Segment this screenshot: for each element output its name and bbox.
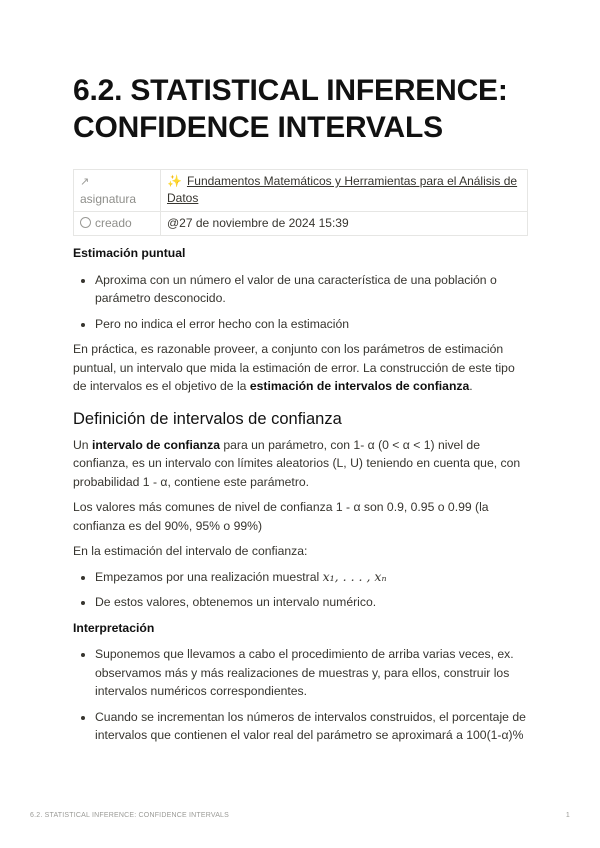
clock-icon bbox=[80, 217, 91, 228]
bold-text: estimación de intervalos de confianza bbox=[249, 379, 470, 393]
property-label-asignatura: asignatura bbox=[80, 192, 137, 206]
arrow-up-right-icon: ↗ bbox=[80, 176, 90, 188]
math-sample: x₁, . . . , xₙ bbox=[322, 568, 387, 584]
asignatura-link[interactable]: Fundamentos Matemáticos y Herramientas para el Análisis de Datos bbox=[167, 174, 518, 205]
paragraph-definicion bbox=[73, 436, 528, 492]
estimacion-steps-list bbox=[73, 568, 528, 612]
heading-definicion: Definición de intervalos de confianza bbox=[73, 409, 342, 428]
bold-text: intervalo de confianza bbox=[91, 437, 220, 452]
text-span: Empezamos por una realización muestral bbox=[95, 569, 323, 584]
page-title: 6.2. STATISTICAL INFERENCE: CONFIDENCE INTERVALS bbox=[73, 74, 508, 144]
list-item: • Aproxima con un número el valor de una característica de una población o parámetro desconocido. bbox=[95, 271, 528, 308]
property-value-asignatura[interactable] bbox=[161, 170, 528, 212]
page-number: 1 bbox=[565, 812, 570, 819]
property-label-creado: creado bbox=[95, 216, 132, 230]
property-row-asignatura bbox=[74, 170, 528, 212]
heading-estimacion-puntual: Estimación puntual bbox=[73, 246, 186, 260]
page-footer bbox=[30, 812, 570, 819]
text-span: para un parámetro, con 1- α (0 < α < 1) nivel de confianza, es un intervalo con límites aleatorios (L, U) teniendo en cuenta que, con probabilidad 1 - α, contiene este parámetro. bbox=[73, 437, 521, 489]
page-content bbox=[73, 244, 528, 752]
footer-title: 6.2. STATISTICAL INFERENCE: CONFIDENCE INTERVALS bbox=[30, 812, 230, 819]
estimacion-list bbox=[73, 271, 528, 334]
paragraph-estimacion: En la estimación del intervalo de confianza: bbox=[73, 544, 308, 558]
list-item: • Cuando se incrementan los números de intervalos construidos, el porcentaje de intervalos que contienen el valor real del parámetro se aproximará a 100(1-α)% bbox=[95, 708, 528, 745]
text-span: En práctica, es razonable proveer, a conjunto con los parámetros de estimación puntual, un intervalo que mida la estimación de error. La construcción de este tipo de intervalos es el objetivo de la bbox=[73, 342, 515, 393]
properties-table bbox=[73, 169, 528, 236]
text-span: Un bbox=[73, 437, 92, 452]
paragraph-practica bbox=[73, 340, 528, 396]
list-item: • Suponemos que llevamos a cabo el procedimiento de arriba varias veces, ex. observamos más y más realizaciones de muestras y, para ellos, construir los intervalos numéricos correspondientes. bbox=[95, 645, 528, 701]
paragraph-valores: Los valores más comunes de nivel de confianza 1 - α son 0.9, 0.95 o 0.99 (la confianza es del 90%, 95% o 99%) bbox=[73, 500, 489, 533]
text-span: . bbox=[469, 379, 473, 393]
interpretacion-list bbox=[73, 645, 528, 745]
property-key-asignatura bbox=[74, 170, 161, 212]
property-key-creado bbox=[74, 212, 161, 236]
list-item: • De estos valores, obtenemos un intervalo numérico. bbox=[95, 593, 528, 612]
property-row-creado bbox=[74, 212, 528, 236]
list-item bbox=[95, 568, 528, 587]
heading-interpretacion: Interpretación bbox=[73, 620, 155, 635]
property-value-creado: @27 de noviembre de 2024 15:39 bbox=[161, 212, 528, 236]
list-item: • Pero no indica el error hecho con la estimación bbox=[95, 315, 528, 334]
sparkle-icon: ✨ bbox=[167, 174, 182, 188]
